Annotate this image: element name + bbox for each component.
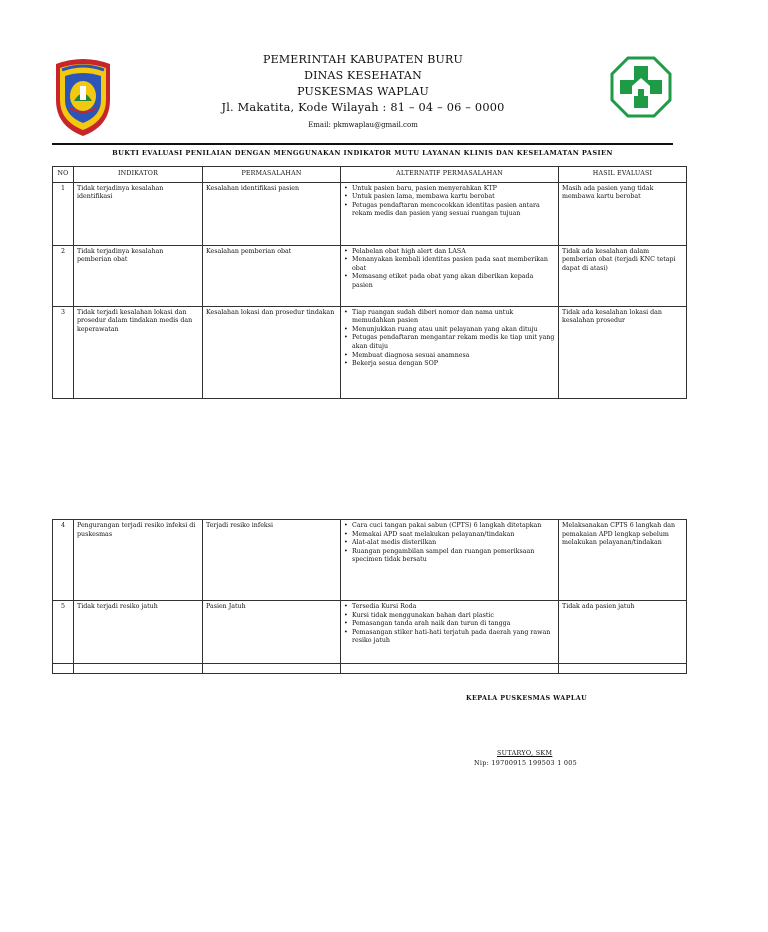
- table-header-row: [53, 167, 687, 183]
- cell-indikator: Tidak terjadi kesalahan lokasi dan prosedur dalam tindakan medis dan keperawatan: [74, 306, 203, 398]
- alternatif-item: • Alat-alat medis disterilkan: [344, 539, 555, 548]
- cell-hasil: Melaksanakan CPTS 6 langkah dan pemakaian APD lengkap sebelum melakukan pelayanan/tindakan: [559, 520, 687, 601]
- cell-no: 4: [53, 520, 74, 601]
- cell-indikator: Tidak terjadi resiko jatuh: [74, 601, 203, 664]
- cell-alternatif: [341, 520, 559, 601]
- signature-title: KEPALA PUSKESMAS WAPLAU: [466, 694, 588, 702]
- alternatif-item: • Tersedia Kursi Roda: [344, 603, 555, 612]
- cell-permasalahan: Terjadi resiko infeksi: [203, 520, 341, 601]
- alternatif-item: • Pemasangan tanda arah naik dan turun di tangga: [344, 620, 555, 629]
- cell-hasil: Tidak ada kesalahan dalam pemberian obat (terjadi KNC tetapi dapat di atasi): [559, 245, 687, 306]
- cell-indikator: Tidak terjadinya kesalahan pemberian obat: [74, 245, 203, 306]
- alternatif-item: • Kursi tidak menggunakan bahan dari plastic: [344, 612, 555, 621]
- cell-no: 2: [53, 245, 74, 306]
- kabupaten-buru-logo-icon: [52, 56, 114, 138]
- cell-permasalahan: Kesalahan lokasi dan prosedur tindakan: [203, 306, 341, 398]
- puskesmas-logo-icon: [610, 56, 672, 118]
- cell-hasil: Tidak ada kesalahan lokasi dan kesalahan prosedur: [559, 306, 687, 398]
- table-row-empty: [53, 664, 687, 674]
- evaluation-table-part-2: [52, 519, 687, 674]
- letterhead-address: Jl. Makatita, Kode Wilayah : 81 – 04 – 06 – 0000: [221, 101, 505, 114]
- letterhead: [160, 52, 566, 131]
- alternatif-item: • Untuk pasien lama, membawa kartu berobat: [344, 193, 555, 202]
- signature-name: SUTARYO, SKM: [497, 749, 553, 757]
- letterhead-email: Email: pkmwaplau@gmail.com: [308, 121, 418, 129]
- column-header-permasalahan: PERMASALAHAN: [203, 167, 341, 183]
- alternatif-item: • Pemasangan stiker hati-hati terjatuh pada daerah yang rawan resiko jatuh: [344, 629, 555, 646]
- column-header-indikator: INDIKATOR: [74, 167, 203, 183]
- alternatif-item: • Memakai APD saat melakukan pelayanan/tindakan: [344, 531, 555, 540]
- alternatif-item: • Tiap ruangan sudah diberi nomor dan nama untuk memudahkan pasien: [344, 309, 555, 326]
- evaluation-table-part-1: [52, 166, 687, 399]
- cell-empty: [341, 664, 559, 674]
- cell-empty: [559, 664, 687, 674]
- alternatif-item: • Cara cuci tangan pakai sabun (CPTS) 6 langkah ditetapkan: [344, 522, 555, 531]
- cell-alternatif: [341, 245, 559, 306]
- cell-indikator: Pengurangan terjadi resiko infeksi di puskesmas: [74, 520, 203, 601]
- cell-hasil: Tidak ada pasien jatuh: [559, 601, 687, 664]
- header-divider: [52, 143, 673, 145]
- cell-no: 5: [53, 601, 74, 664]
- cell-permasalahan: Kesalahan pemberian obat: [203, 245, 341, 306]
- table-row: [53, 601, 687, 664]
- letterhead-government: PEMERINTAH KABUPATEN BURU: [263, 53, 463, 66]
- alternatif-item: • Pelabelan obat high alert dan LASA: [344, 248, 555, 257]
- alternatif-item: • Petugas pendaftaran mengantar rekam medis ke tiap unit yang akan dituju: [344, 334, 555, 351]
- column-header-hasil: HASIL EVALUASI: [559, 167, 687, 183]
- cell-alternatif: [341, 306, 559, 398]
- cell-empty: [203, 664, 341, 674]
- signature-nip: Nip: 19700915 199503 1 005: [474, 759, 577, 767]
- table-row: [53, 520, 687, 601]
- table-row: [53, 306, 687, 398]
- alternatif-item: • Menanyakan kembali identitas pasien pada saat memberikan obat: [344, 256, 555, 273]
- document-title: BUKTI EVALUASI PENILAIAN DENGAN MENGGUNAKAN INDIKATOR MUTU LAYANAN KLINIS DAN KESELAMATAN PASIEN: [112, 149, 613, 157]
- table-row: [53, 182, 687, 245]
- table-row: [53, 245, 687, 306]
- column-header-no: NO: [53, 167, 74, 183]
- cell-permasalahan: Kesalahan identifikasi pasien: [203, 182, 341, 245]
- alternatif-item: • Bekerja sesua dengan SOP: [344, 360, 555, 369]
- cell-alternatif: [341, 601, 559, 664]
- alternatif-item: • Memasang etiket pada obat yang akan diberikan kepada pasien: [344, 273, 555, 290]
- alternatif-item: • Membuat diagnosa sesuai anamnesa: [344, 352, 555, 361]
- alternatif-item: • Petugas pendaftaran mencocokkan identitas pasien antara rekam medis dan pasien yang sesuai ruangan tujuan: [344, 202, 555, 219]
- alternatif-item: • Menunjukkan ruang atau unit pelayanan yang akan dituju: [344, 326, 555, 335]
- cell-no: 1: [53, 182, 74, 245]
- alternatif-item: • Ruangan pengambilan sampel dan ruangan pemeriksaan specimen tidak bersatu: [344, 548, 555, 565]
- alternatif-item: • Untuk pasien baru, pasien menyerahkan KTP: [344, 185, 555, 194]
- column-header-alternatif: ALTERNATIF PERMASALAHAN: [341, 167, 559, 183]
- cell-alternatif: [341, 182, 559, 245]
- cell-indikator: Tidak terjadinya kesalahan identifikasi: [74, 182, 203, 245]
- cell-permasalahan: Pasien Jatuh: [203, 601, 341, 664]
- letterhead-department: DINAS KESEHATAN: [304, 69, 422, 82]
- cell-hasil: Masih ada pasien yang tidak membawa kartu berobat: [559, 182, 687, 245]
- cell-empty: [74, 664, 203, 674]
- letterhead-puskesmas: PUSKESMAS WAPLAU: [297, 85, 429, 98]
- cell-no: 3: [53, 306, 74, 398]
- cell-empty: [53, 664, 74, 674]
